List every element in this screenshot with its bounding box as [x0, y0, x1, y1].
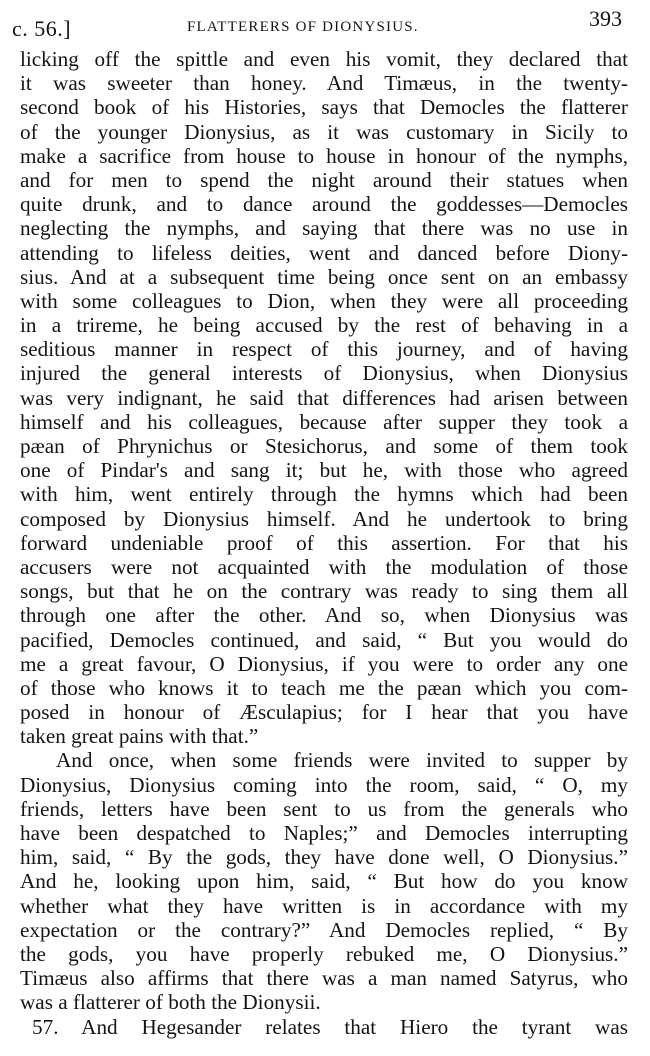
- text-line: Dionysius, Dionysius coming into the room, said, “ O, my: [20, 772, 628, 797]
- text-line: composed by Dionysius himself. And he undertook to bring: [20, 506, 628, 531]
- text-line: friends, letters have been sent to us from the generals who: [20, 796, 628, 821]
- text-line: Timæus also affirms that there was a man named Satyrus, who: [20, 966, 628, 991]
- text-line: it was sweeter than honey. And Timæus, in the twenty-: [20, 71, 628, 96]
- text-line: expectation or the contrary?” And Democles replied, “ By: [20, 917, 628, 942]
- text-line: licking off the spittle and even his vomit, they declared that: [20, 47, 628, 71]
- paragraph-end-line: taken great pains with that.”: [20, 724, 259, 749]
- text-line: with some colleagues to Dion, when they were all proceeding: [20, 288, 628, 313]
- text-line: of those who knows it to teach me the pæan which you com-: [20, 675, 628, 700]
- text-line: and for men to spend the night around their statues when: [20, 167, 628, 192]
- text-line: have been despatched to Naples;” and Democles interrupting: [20, 821, 628, 845]
- text-line: whether what they have written is in accordance with my: [20, 893, 628, 918]
- text-line: in a trireme, he being accused by the rest of behaving in a: [20, 313, 628, 338]
- text-line: make a sacrifice from house to house in honour of the nymphs,: [20, 143, 628, 168]
- page-number: 393: [589, 6, 622, 31]
- paragraph-start-line: And once, when some friends were invited to supper by: [56, 748, 628, 773]
- text-line: the gods, you have properly rebuked me, O Dionysius.”: [20, 941, 628, 966]
- text-line: was very indignant, he said that differences had arisen between: [20, 385, 628, 410]
- text-line: seditious manner in respect of this journey, and of having: [20, 337, 628, 362]
- section-start-line: 57. And Hegesander relates that Hiero the tyrant was: [32, 1014, 628, 1039]
- running-title: FLATTERERS OF DIONYSIUS.: [187, 19, 419, 35]
- text-line: And he, looking upon him, said, “ But how do you know: [20, 869, 628, 894]
- text-line: quite drunk, and to dance around the goddesses—Democles: [20, 192, 628, 217]
- text-line: through one after the other. And so, when Dionysius was: [20, 603, 628, 628]
- text-line: forward undeniable proof of this assertion. For that his: [20, 530, 628, 555]
- text-line: himself and his colleagues, because after supper they took a: [20, 409, 628, 434]
- paragraph-end-line: was a flatterer of both the Dionysii.: [20, 990, 321, 1015]
- text-line: second book of his Histories, says that Democles the flatterer: [20, 95, 628, 120]
- text-line: injured the general interests of Dionysius, when Dionysius: [20, 361, 628, 386]
- text-line: accusers were not acquainted with the modulation of those: [20, 554, 628, 579]
- text-line: with him, went entirely through the hymns which had been: [20, 482, 628, 507]
- text-line: him, said, “ By the gods, they have done well, O Dionysius.”: [20, 845, 628, 870]
- text-line: of the younger Dionysius, as it was customary in Sicily to: [20, 119, 628, 144]
- text-line: posed in honour of Æsculapius; for I hear that you have: [20, 700, 628, 725]
- page-header: [12, 4, 624, 44]
- text-line: one of Pindar's and sang it; but he, with those who agreed: [20, 458, 628, 483]
- text-line: songs, but that he on the contrary was ready to sing them all: [20, 579, 628, 604]
- text-line: me a great favour, O Dionysius, if you were to order any one: [20, 651, 628, 676]
- text-line: attending to lifeless deities, went and danced before Diony-: [20, 240, 628, 265]
- text-line: sius. And at a subsequent time being once sent on an embassy: [20, 264, 628, 289]
- body-text: [20, 47, 628, 1039]
- text-line: pæan of Phrynichus or Stesichorus, and some of them took: [20, 434, 628, 458]
- text-line: pacified, Democles continued, and said, “ But you would do: [20, 627, 628, 652]
- chapter-mark: c. 56.]: [12, 16, 72, 41]
- text-line: neglecting the nymphs, and saying that there was no use in: [20, 216, 628, 241]
